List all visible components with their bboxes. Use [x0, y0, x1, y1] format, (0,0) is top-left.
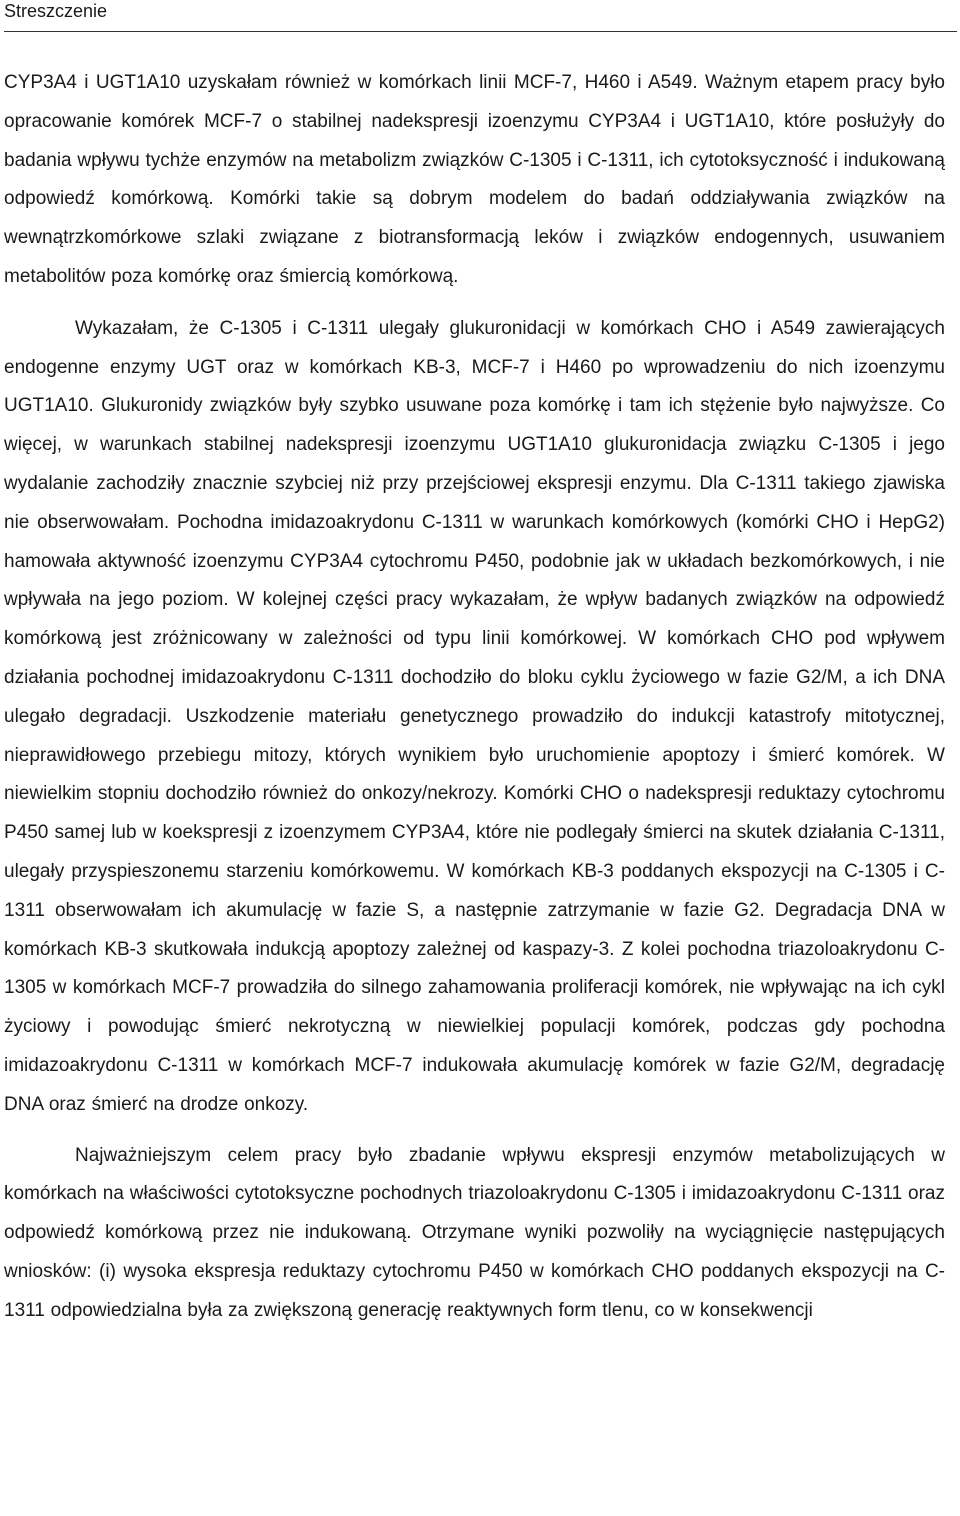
paragraph-conclusions: Najważniejszym celem pracy było zbadanie wpływu ekspresji enzymów metabolizujących w komórkach na właściwości cytotoksyczne pochodnych triazoloakrydonu C-1305 i imidazoakrydonu C-1311 oraz odpowiedź komórkową przez nie indukowaną. Otrzymane wyniki pozwoliły na wyciągnięcie następujących wniosków: (i) wysoka ekspresja reduktazy cytochromu P450 w komórkach CHO poddanych ekspozycji na C-1311 odpowiedzialna była za zwiększoną generację reaktywnych form tlenu, co w konsekwencji	[4, 1144, 945, 1321]
paragraph-results: Wykazałam, że C-1305 i C-1311 ulegały glukuronidacji w komórkach CHO i A549 zawierających endogenne enzymy UGT oraz w komórkach KB-3, MCF-7 i H460 po wprowadzeniu do nich izoenzymu UGT1A10. Glukuronidy związków były szybko usuwane poza komórkę i tam ich stężenie było najwyższe. Co więcej, w warunkach stabilnej nadekspresji izoenzymu UGT1A10 glukuronidacja związku C-1305 i jego wydalanie zachodziły znacznie szybciej niż przy przejściowej ekspresji enzymu. Dla C-1311 takiego zjawiska nie obserwowałam. Pochodna imidazoakrydonu C-1311 w warunkach komórkowych (komórki CHO i HepG2) hamowała aktywność izoenzymu CYP3A4 cytochromu P450, podobnie jak w układach bezkomórkowych, i nie wpływała na jego poziom. W kolejnej części pracy wykazałam, że wpływ badanych związków na odpowiedź komórkową jest zróżnicowany w zależności od typu linii komórkowej. W komórkach CHO pod wpływem działania pochodnej imidazoakrydonu C-1311 dochodziło do bloku cyklu życiowego w fazie G2/M, a ich DNA ulegało degradacji. Uszkodzenie materiału genetycznego prowadziło do indukcji katastrofy mitotycznej, nieprawidłowego przebiegu mitozy, których wynikiem było uruchomienie apoptozy i śmierć komórek. W niewielkim stopniu dochodziło również do onkozy/nekrozy. Komórki CHO o nadekspresji reduktazy cytochromu P450 samej lub w koekspresji z izoenzymem CYP3A4, które nie podlegały śmierci na skutek działania C-1311, ulegały przyspieszonemu starzeniu komórkowemu. W komórkach KB-3 poddanych ekspozycji na C-1305 i C-1311 obserwowałam ich akumulację w fazie S, a następnie zatrzymanie w fazie G2. Degradacja DNA w komórkach KB-3 skutkowała indukcją apoptozy zależnej od kaspazy-3. Z kolei pochodna triazoloakrydonu C-1305 w komórkach MCF-7 prowadziła do silnego zahamowania proliferacji komórek, nie wpływając na ich cykl życiowy i powodując śmierć nekrotyczną w niewielkiej populacji komórek, podczas gdy pochodna imidazoakrydonu C-1311 w komórkach MCF-7 indukowała akumulację komórek w fazie G2/M, degradację DNA oraz śmierć na drodze onkozy.	[4, 317, 945, 1115]
paragraph-continued: CYP3A4 i UGT1A10 uzyskałam również w komórkach linii MCF-7, H460 i A549. Ważnym etapem pracy było opracowanie komórek MCF-7 o stabilnej nadekspresji izoenzymu CYP3A4 i UGT1A10, które posłużyły do badania wpływu tychże enzymów na metabolizm związków C-1305 i C-1311, ich cytotoksyczność i indukowaną odpowiedź komórkową. Komórki takie są dobrym modelem do badań oddziaływania związków na wewnątrzkomórkowe szlaki związane z biotransformacją leków i związków endogennych, usuwaniem metabolitów poza komórkę oraz śmiercią komórkową.	[4, 72, 945, 287]
header-divider	[4, 31, 957, 32]
page-header	[0, 0, 960, 34]
document-body	[4, 64, 945, 1331]
page-title: Streszczenie	[4, 1, 108, 21]
